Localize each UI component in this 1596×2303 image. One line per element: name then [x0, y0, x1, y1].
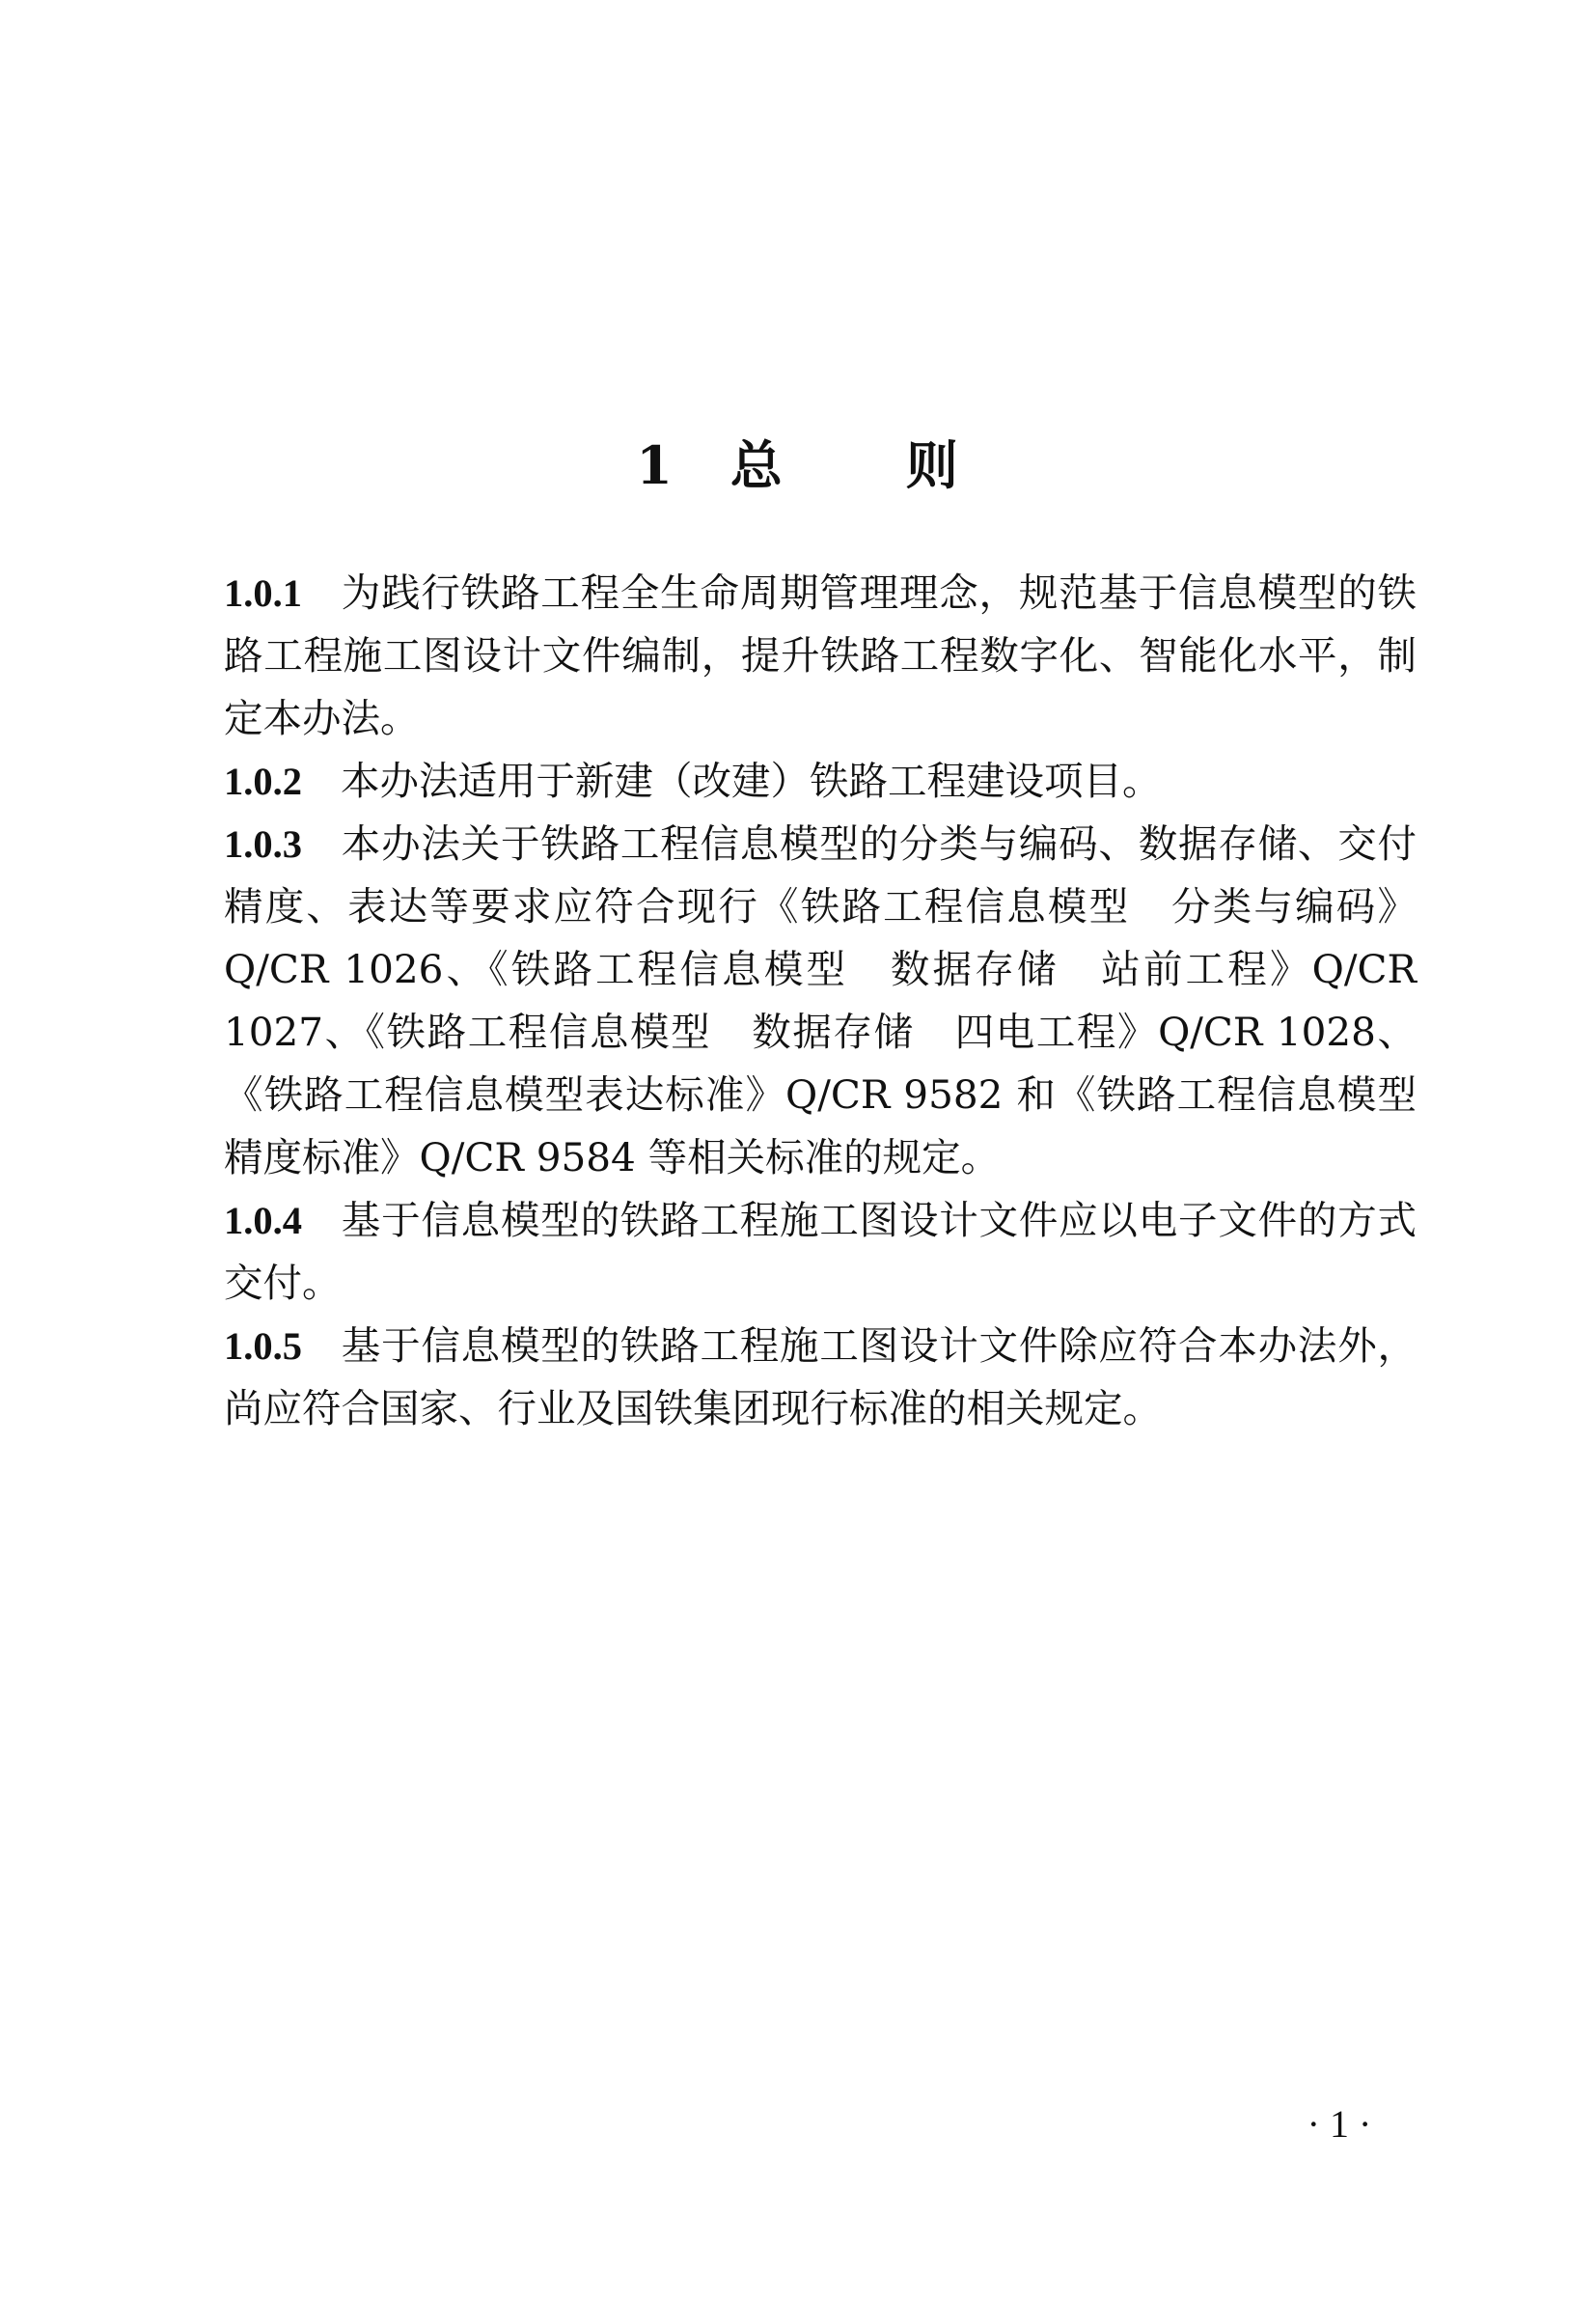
clause-number: 1.0.1 — [224, 571, 302, 615]
clause-list — [224, 562, 1417, 1440]
chapter-title-char-1: 总 — [729, 434, 784, 496]
clause-text: 为践行铁路工程全生命周期管理理念，规范基于信息模型的铁路工程施工图设计文件编制，提升铁路工程数字化、智能化水平，制定本办法。 — [224, 569, 1417, 741]
chapter-title-char-2: 则 — [905, 434, 960, 496]
clause-1-0-2 — [224, 750, 1417, 813]
clause-text: 基于信息模型的铁路工程施工图设计文件除应符合本办法外，尚应符合国家、行业及国铁集团现行标准的相关规定。 — [224, 1322, 1417, 1431]
chapter-title — [0, 425, 1596, 499]
clause-number: 1.0.4 — [224, 1199, 302, 1242]
clause-number: 1.0.2 — [224, 760, 302, 803]
clause-text: 基于信息模型的铁路工程施工图设计文件应以电子文件的方式交付。 — [224, 1197, 1417, 1306]
clause-number: 1.0.5 — [224, 1324, 302, 1368]
clause-text: 本办法适用于新建（改建）铁路工程建设项目。 — [341, 758, 1162, 804]
clause-text: 本办法关于铁路工程信息模型的分类与编码、数据存储、交付精度、表达等要求应符合现行《铁路工程信息模型 分类与编码》Q/CR 1026、《铁路工程信息模型 数据存储 站前工程》Q/CR 1027、《铁路工程信息模型 数据存储 四电工程》Q/CR 1028、《铁路工程信息模型表达标准》Q/CR 9582 和《铁路工程信息模型精度标准》Q/CR 9584 等相关标准的规定。 — [224, 820, 1417, 1180]
chapter-number: 1 — [636, 434, 674, 496]
clause-1-0-1 — [224, 562, 1417, 750]
clause-number: 1.0.3 — [224, 822, 302, 866]
page-number: · 1 · — [1307, 2102, 1372, 2146]
clause-1-0-3 — [224, 813, 1417, 1189]
clause-1-0-5 — [224, 1315, 1417, 1440]
clause-1-0-4 — [224, 1189, 1417, 1315]
